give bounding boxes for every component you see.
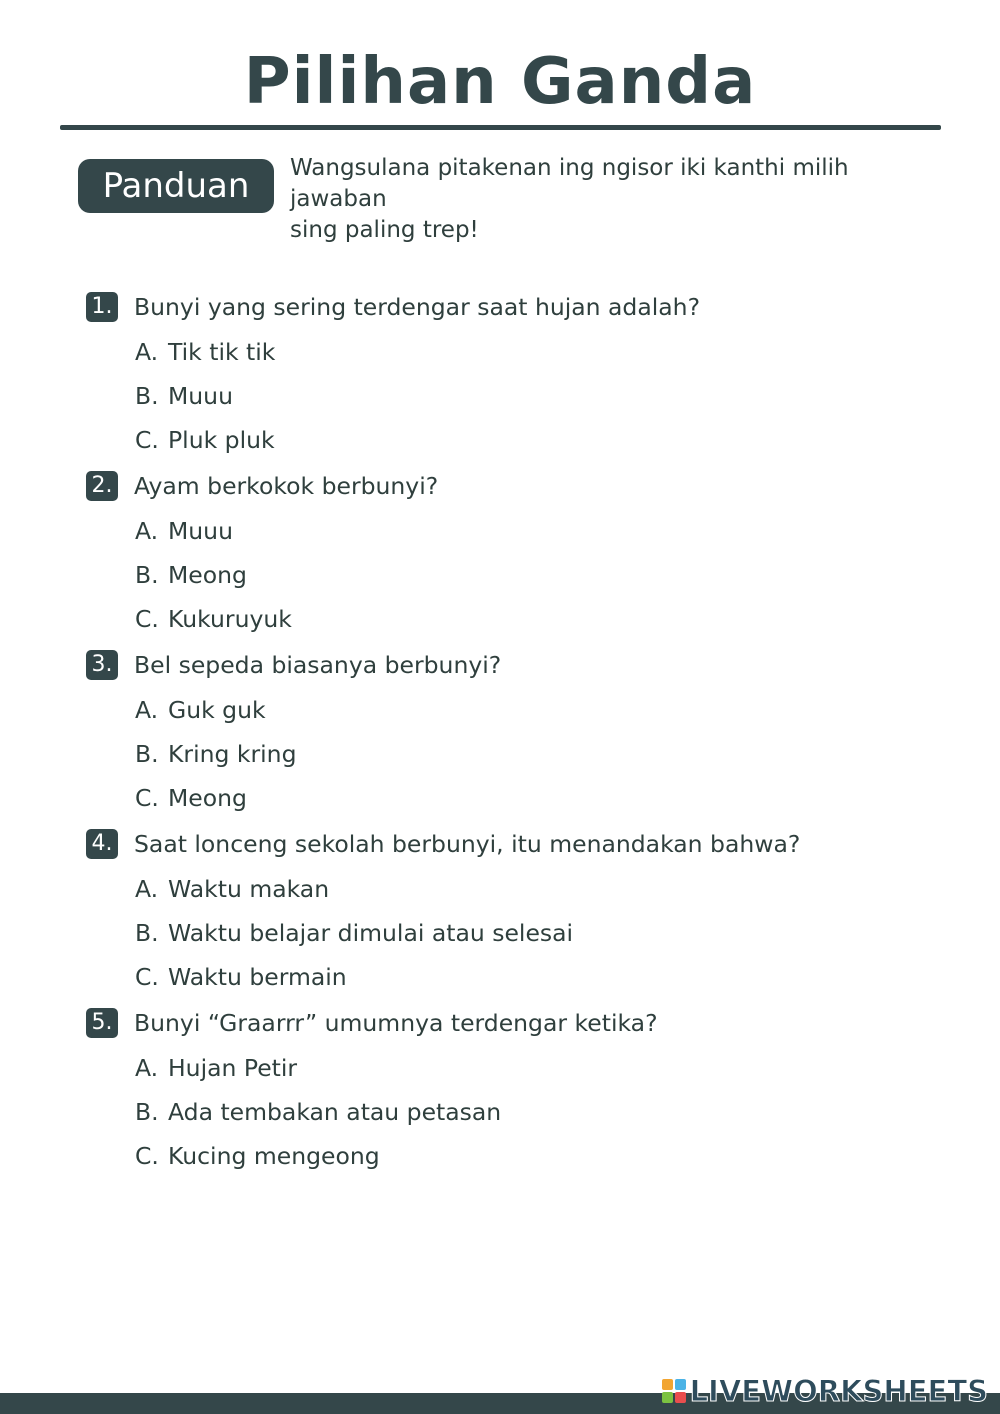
option-c[interactable] — [135, 960, 347, 994]
option-letter: C. — [135, 605, 159, 633]
question-list — [86, 290, 966, 1185]
liveworksheets-grid-icon — [662, 1379, 686, 1403]
question-3 — [86, 648, 966, 827]
option-letter: A. — [135, 696, 159, 724]
question-row — [86, 1006, 966, 1040]
question-2 — [86, 469, 966, 648]
question-text: Ayam berkokok berbunyi? — [134, 472, 439, 500]
question-number-badge: 4. — [86, 829, 118, 859]
guide-instructions — [290, 153, 950, 246]
question-row — [86, 290, 966, 324]
option-text: Pluk pluk — [168, 426, 275, 454]
option-text: Guk guk — [168, 696, 266, 724]
option-b[interactable] — [135, 916, 573, 950]
option-letter: C. — [135, 426, 159, 454]
option-letter: A. — [135, 1054, 159, 1082]
logo-tile — [675, 1392, 686, 1403]
option-letter: B. — [135, 382, 159, 410]
option-text: Kring kring — [168, 740, 297, 768]
option-b[interactable] — [135, 558, 247, 592]
guide-line-2: sing paling trep! — [290, 217, 479, 243]
option-text: Waktu belajar dimulai atau selesai — [168, 919, 574, 947]
option-letter: B. — [135, 919, 159, 947]
option-letter: A. — [135, 875, 159, 903]
option-c[interactable] — [135, 1139, 380, 1173]
logo-wordmark: LIVEWORKSHEETS — [689, 1374, 988, 1408]
option-text: Ada tembakan atau petasan — [168, 1098, 502, 1126]
option-letter: C. — [135, 1142, 159, 1170]
option-text: Muuu — [168, 517, 233, 545]
logo-tile — [662, 1379, 673, 1390]
option-c[interactable] — [135, 781, 247, 815]
option-letter: B. — [135, 740, 159, 768]
question-row — [86, 827, 966, 861]
option-text: Waktu bermain — [168, 963, 347, 991]
option-text: Kucing mengeong — [168, 1142, 380, 1170]
question-number-badge: 5. — [86, 1008, 118, 1038]
option-c[interactable] — [135, 602, 292, 636]
guide-line-1: Wangsulana pitakenan ing ngisor iki kanthi milih jawaban — [290, 155, 849, 212]
option-text: Meong — [168, 561, 247, 589]
option-text: Hujan Petir — [168, 1054, 298, 1082]
option-a[interactable] — [135, 872, 329, 906]
question-text: Bunyi “Graarrr” umumnya terdengar ketika? — [134, 1009, 658, 1037]
question-4 — [86, 827, 966, 1006]
question-1 — [86, 290, 966, 469]
option-text: Kukuruyuk — [168, 605, 292, 633]
question-text: Saat lonceng sekolah berbunyi, itu menandakan bahwa? — [134, 830, 801, 858]
option-letter: C. — [135, 784, 159, 812]
logo-tile — [675, 1379, 686, 1390]
option-text: Waktu makan — [168, 875, 330, 903]
question-number-badge: 2. — [86, 471, 118, 501]
liveworksheets-logo[interactable] — [662, 1374, 988, 1408]
question-5 — [86, 1006, 966, 1185]
question-row — [86, 469, 966, 503]
option-b[interactable] — [135, 1095, 501, 1129]
option-text: Tik tik tik — [168, 338, 276, 366]
option-text: Meong — [168, 784, 247, 812]
guide-badge: Panduan — [78, 159, 274, 213]
option-a[interactable] — [135, 1051, 297, 1085]
option-b[interactable] — [135, 379, 233, 413]
question-text: Bel sepeda biasanya berbunyi? — [134, 651, 502, 679]
option-letter: B. — [135, 1098, 159, 1126]
option-a[interactable] — [135, 693, 266, 727]
page-title: Pilihan Ganda — [243, 45, 757, 119]
option-letter: A. — [135, 517, 159, 545]
option-a[interactable] — [135, 335, 275, 369]
option-text: Muuu — [168, 382, 233, 410]
option-letter: C. — [135, 963, 159, 991]
option-b[interactable] — [135, 737, 297, 771]
question-text: Bunyi yang sering terdengar saat hujan adalah? — [134, 293, 701, 321]
question-number-badge: 1. — [86, 292, 118, 322]
title-divider — [60, 125, 941, 130]
question-number-badge: 3. — [86, 650, 118, 680]
option-c[interactable] — [135, 423, 275, 457]
option-a[interactable] — [135, 514, 233, 548]
logo-tile — [662, 1392, 673, 1403]
option-letter: A. — [135, 338, 159, 366]
question-row — [86, 648, 966, 682]
option-letter: B. — [135, 561, 159, 589]
